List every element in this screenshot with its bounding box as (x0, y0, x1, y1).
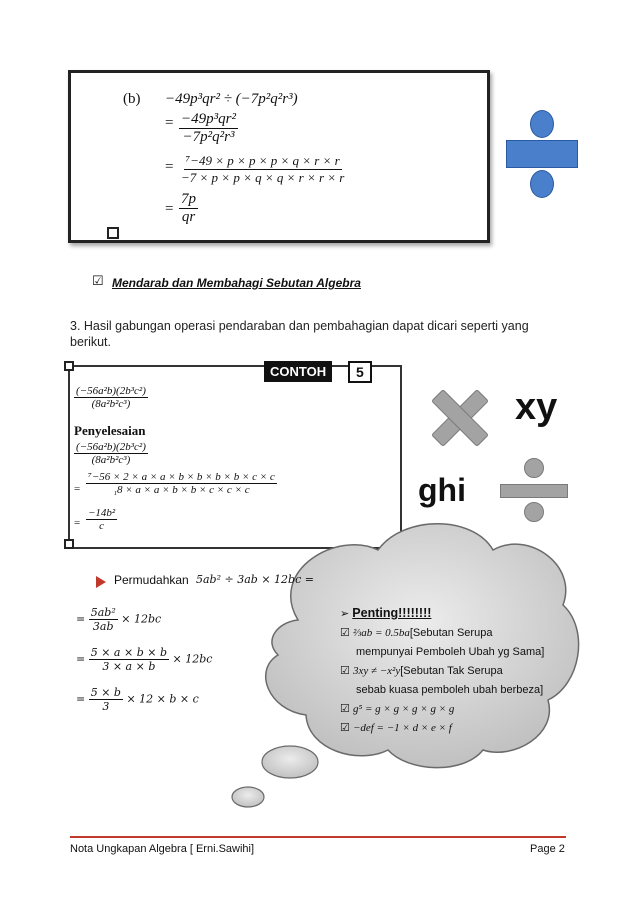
equals-2: = (165, 159, 174, 175)
checkbox-icon: ☑ (92, 274, 104, 289)
contoh-answer-denominator: c (99, 520, 105, 532)
cloud-item-math: −def = −1 × d × e × f (352, 722, 452, 734)
solution-step-1: = $\frac{\text{5ab²}}{3ab}$ × 12bc (76, 606, 162, 633)
cloud-item-math: ⅔ab = 0.5ba (352, 627, 410, 639)
cloud-title: Penting!!!!!!!! (352, 606, 432, 620)
contoh-expr-numerator: (−56a²b)(2b³c²) (76, 385, 146, 397)
check-icon: ☑ (340, 627, 350, 639)
cloud-item-math: 3xy ≠ −x²y (352, 665, 401, 677)
cloud-item-text: [Sebutan Serupa (409, 627, 493, 639)
division-icon-bottom-dot (530, 170, 554, 198)
arrow-bullet-icon (96, 576, 106, 588)
contoh-restated (74, 441, 148, 466)
permudahkan-expression: 5ab² ÷ 3ab × 12bc = (196, 573, 314, 586)
contoh-equals-2: = (74, 517, 81, 529)
contoh-work-numerator: ⁷−56 × 2 × a × a × b × b × b × b × c × c (88, 471, 275, 483)
contoh-expression (74, 385, 148, 410)
contoh-corner-bl (64, 539, 74, 549)
penyelesaian-label: Penyelesaian (74, 423, 146, 438)
equals-1: = (165, 115, 174, 131)
contoh-number: 5 (348, 361, 372, 383)
step1-rest: × 12bc (121, 612, 162, 626)
contoh-corner-tl (64, 361, 74, 371)
footer-title: Nota Ungkapan Algebra [ Erni.Sawihi] (70, 843, 255, 855)
fraction-step-1 (179, 111, 238, 146)
cloud-content (340, 604, 544, 738)
frac3-denominator: qr (181, 209, 196, 225)
page-number: Page 2 (530, 843, 565, 855)
cloud-item (340, 700, 544, 719)
division-icon-top-dot (530, 110, 554, 138)
contoh-tag: CONTOH (264, 361, 332, 382)
contoh-equals-1: = (74, 483, 81, 495)
arrow-bullet-icon: ➢ (340, 608, 350, 620)
contoh-restated-denominator: (8a²b²c³) (91, 454, 131, 466)
section-heading: Mendarab dan Membahagi Sebutan Algebra (112, 276, 361, 290)
cloud-item-math: g⁵ = g × g × g × g × g (352, 703, 455, 715)
frac1-denominator: −7p²q²r³ (182, 129, 235, 145)
check-icon: ☑ (340, 665, 350, 677)
cloud-item (340, 624, 544, 643)
step3-numerator: 5 × b (90, 686, 121, 699)
step3-rest: × 12 × b × c (126, 692, 199, 706)
contoh-answer (86, 507, 117, 532)
contoh-work-denominator: ₁8 × a × a × b × b × c × c × c (113, 484, 250, 496)
contoh-expr-denominator: (8a²b²c³) (91, 398, 131, 410)
division-icon-bar (506, 140, 578, 168)
check-icon: ☑ (340, 722, 350, 734)
division-gray-top-dot (524, 458, 544, 478)
permudahkan-label: Permudahkan (114, 573, 189, 587)
check-icon: ☑ (340, 703, 350, 715)
frac2-denominator: −7 × p × p × q × q × r × r × r (181, 170, 345, 185)
division-gray-bar (500, 484, 568, 498)
cloud-item-text: [Sebutan Tak Serupa (400, 665, 503, 677)
label-ghi: ghi (418, 472, 466, 508)
paragraph-3: 3. Hasil gabungan operasi pendaraban dan pembahagian dapat dicari seperti yang berikut. (70, 319, 529, 349)
step2-numerator: 5 × a × b × b (90, 646, 167, 659)
solution-step-2: = $\frac{5 \times a \times b \times b}{3 \times a \times b}$ × 12bc (76, 646, 213, 673)
label-xy: xy (515, 386, 558, 428)
multiply-icon (430, 388, 490, 448)
example-expression: −49p³qr² ÷ (−7p²q²r³) (165, 91, 298, 107)
cloud-title-row (340, 604, 544, 624)
fraction-step-2 (179, 153, 346, 186)
frac2-numerator: ⁷−49 × p × p × p × q × r × r (185, 153, 340, 168)
step3-denominator: 3 (102, 700, 110, 713)
contoh-answer-numerator: −14b² (88, 507, 116, 519)
fraction-step-3 (179, 191, 198, 226)
cloud-item (340, 681, 544, 700)
step2-denominator: 3 × a × b (102, 660, 156, 673)
contoh-working (86, 471, 277, 496)
cloud-item (340, 643, 544, 662)
cloud-item-text: mempunyai Pemboleh Ubah yg Sama] (356, 646, 545, 658)
cloud-item (340, 719, 544, 738)
cloud-item (340, 662, 544, 681)
example-label: (b) (123, 91, 141, 107)
worked-example-b (68, 70, 490, 243)
solution-step-3: = $\frac{5 \times b}{3}$ × 12 × b × c (76, 686, 199, 713)
contoh-restated-numerator: (−56a²b)(2b³c²) (76, 441, 146, 453)
step1-numerator: 5ab² (90, 606, 116, 619)
frac1-numerator: −49p³qr² (181, 111, 236, 127)
step1-denominator: 3ab (92, 620, 114, 633)
equals-3: = (165, 201, 174, 217)
frac3-numerator: 7p (181, 191, 196, 207)
footer-divider (70, 836, 566, 838)
cloud-item-text: sebab kuasa pemboleh ubah berbeza] (356, 684, 544, 696)
corner-marker (107, 227, 119, 239)
step2-rest: × 12bc (172, 652, 213, 666)
